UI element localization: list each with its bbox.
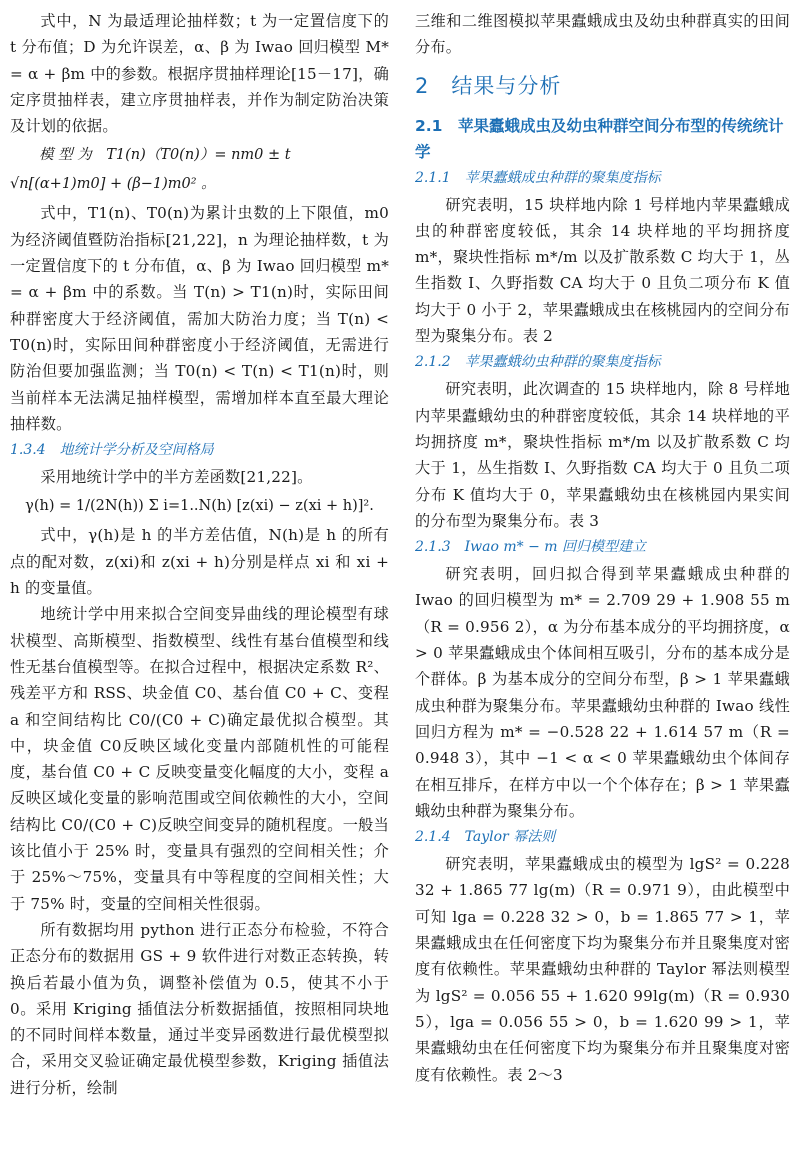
paragraph-adult-aggregation: 研究表明，15 块样地内除 1 号样地内苹果蠹蛾成虫的种群密度较低，其余 14 块样地的平均拥挤度 m*，聚块性指标 m*/m 以及扩散系数 C 均大于 1，丛生指数 I、久野指数 CA 均大于 0 且负二项分布 K 值均大于 0 小于 2，苹果蠹蛾成虫在核桃园内的空间分布型为聚集分布。表 2 bbox=[415, 195, 790, 346]
paragraph-sequential-sampling-explanation: 式中，T1(n)、T0(n)为累计虫数的上下限值，m0 为经济阈值暨防治指标[21,22]，n 为理论抽样数，t 为一定置信度下的 t 分布值，α、β 为 Iwao 回归模型 m* = α + βm 中的系数。当 T(n) > T1(n)时，实际田间种群密度大于经济阈值，需加大防治力度；当 T(n) < T0(n)时，实际田间种群密度小于经济阈值，无需进行防治但要加强监测；当 T0(n) < T(n) < T1(n)时，则当前样本无法满足抽样模型，需增加样本直至最大理论抽样数。 bbox=[10, 204, 389, 433]
heading-2-1-4: 2.1.4 Taylor 幂法则 bbox=[415, 829, 556, 846]
heading-2-1-3: 2.1.3 Iwao m* − m 回归模型建立 bbox=[415, 539, 646, 556]
left-column bbox=[10, 8, 389, 1163]
semivariance-formula: γ(h) = 1/(2N(h)) Σ i=1..N(h) [z(xi) − z(xi + h)]². bbox=[25, 498, 374, 515]
heading-2-1: 2.1 苹果蠹蛾成虫及幼虫种群空间分布型的传统统计学 bbox=[415, 116, 784, 161]
paragraph-sample-size-definition: 式中，N 为最适理论抽样数；t 为一定置信度下的 t 分布值；D 为允许误差，α、β 为 Iwao 回归模型 M* = α + βm 中的参数。根据序贯抽样理论[15－17]，确定序贯抽样表，建立序贯抽样表，并作为制定防治决策及计划的依据。 bbox=[10, 12, 389, 136]
paragraph-taylor-power-law: 研究表明，苹果蠹蛾成虫的模型为 lgS² = 0.228 32 + 1.865 77 lg(m)（R = 0.971 9），由此模型中可知 lga = 0.228 32 > 0，b = 1.865 77 > 1，苹果蠹蛾成虫在任何密度下均为聚集分布并且聚集度对密度有依赖性。苹果蠹蛾幼虫种群的 Taylor 幂法则模型为 lgS² = 0.056 55 + 1.620 99lg(m)（R = 0.930 5），lga = 0.056 55 > 0，b = 1.620 99 > 1，苹果蠹蛾幼虫在任何密度下均为聚集分布并且聚集度对密度有依赖性。表 2～3 bbox=[415, 855, 790, 1084]
paragraph-semivariance-intro: 采用地统计学中的半方差函数[21,22]。 bbox=[40, 468, 313, 487]
heading-1-3-4: 1.3.4 地统计学分析及空间格局 bbox=[10, 442, 214, 459]
paragraph-larva-aggregation: 研究表明，此次调查的 15 块样地内，除 8 号样地内苹果蠹蛾幼虫的种群密度较低，其余 14 块样地的平均拥挤度 m*，聚块性指标 m*/m 以及扩散系数 C 均大于 1，丛生指数 I、久野指数 CA 均大于 0 且负二项分布 K 值均大于 0，苹果蠹蛾幼虫在核桃园内果实间的分布型为聚集分布。表 3 bbox=[415, 380, 790, 530]
sequential-sampling-formula-part1: 模 型 为 T1(n)（T0(n)）= nm0 ± t bbox=[39, 147, 291, 164]
paragraph-theoretical-models: 地统计学中用来拟合空间变异曲线的理论模型有球状模型、高斯模型、指数模型、线性有基台值模型和线性无基台值模型等。在拟合过程中，根据决定系数 R²、残差平方和 RSS、块金值 C0、基台值 C0 + C、变程 a 和空间结构比 C0/(C0 + C)确定最优拟合模型。其中，块金值 C0反映区域化变量内部随机性的可能程度，基台值 C0 + C 反映变量变化幅度的大小，变程 a 反映区域化变量的影响范围或空间依赖性的大小，空间结构比 C0/(C0 + C)反映空间变异的随机程度。一般当该比值小于 25% 时，变量具有强烈的空间相关性；介于 25%～75%，变量具有中等程度的空间相关性；大于 75% 时，变量的空间相关性很弱。 bbox=[10, 605, 389, 913]
paragraph-iwao-regression: 研究表明，回归拟合得到苹果蠹蛾成虫种群的 Iwao 的回归模型为 m* = 2.709 29 + 1.908 55 m（R = 0.956 2），α 为分布基本成分的平均拥挤度，α > 0 苹果蠹蛾成虫个体间相互吸引，分布的基本成分是个群体。β 为基本成分的空间分布型，β > 1 苹果蠹蛾成虫种群为聚集分布。苹果蠹蛾幼虫种群的 Iwao 线性回归方程为 m* = −0.528 22 + 1.614 57 m（R = 0.948 3），其中 −1 < α < 0 苹果蠹蛾幼虫个体间存在相互排斥，在样方中以一个个体存在；β > 1 苹果蠹蛾幼虫种群为聚集分布。 bbox=[415, 565, 790, 820]
paragraph-data-processing: 所有数据均用 python 进行正态分布检验，不符合正态分布的数据用 GS + 9 软件进行对数正态转换，转换后若最小值为负，调整补偿值为 0.5，使其不小于 0。采用 Kriging 插值法分析数据插值，按照相同块地的不同时间样本数量，通过半变异函数进行最优模型拟合，采用交叉验证确定最优模型参数，Kriging 插值法进行分析，绘制 bbox=[10, 920, 389, 1097]
paragraph-semivariance-terms: 式中，γ(h)是 h 的半方差估值，N(h)是 h 的所有点的配对数，z(xi)和 z(xi + h)分别是样点 xi 和 xi + h 的变量值。 bbox=[10, 526, 389, 598]
right-column bbox=[415, 8, 790, 1163]
sequential-sampling-formula-part2: √n[(α+1)m0] + (β−1)m0² 。 bbox=[10, 176, 216, 193]
heading-2-1-2: 2.1.2 苹果蠹蛾幼虫种群的聚集度指标 bbox=[415, 354, 661, 371]
heading-2-1-1: 2.1.1 苹果蠹蛾成虫种群的聚集度指标 bbox=[415, 169, 661, 186]
paragraph-continuation: 三维和二维图模拟苹果蠹蛾成虫及幼虫种群真实的田间分布。 bbox=[415, 12, 790, 57]
heading-2-results: 2 结果与分析 bbox=[415, 73, 562, 98]
